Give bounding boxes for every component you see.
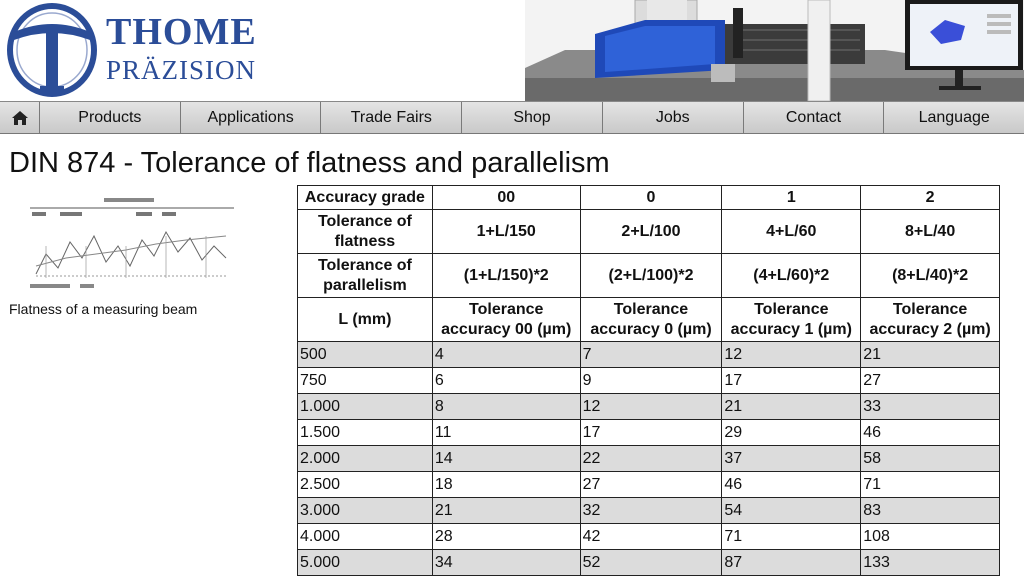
flatness-formula: 4+L/60 xyxy=(722,210,861,254)
length-cell: 2.000 xyxy=(298,446,433,472)
table-header-row xyxy=(298,186,1000,210)
tolerance-cell: 71 xyxy=(861,472,1000,498)
thome-logo[interactable] xyxy=(6,2,98,98)
tolerance-cell: 58 xyxy=(861,446,1000,472)
nav-item-jobs[interactable]: Jobs xyxy=(602,102,743,133)
parallelism-label: Tolerance of parallelism xyxy=(298,254,433,298)
tolerance-cell: 7 xyxy=(580,342,722,368)
header-cell: 00 xyxy=(432,186,580,210)
site-header xyxy=(0,0,1024,101)
table-row xyxy=(298,368,1000,394)
table-row xyxy=(298,498,1000,524)
length-cell: 750 xyxy=(298,368,433,394)
flatness-formula: 1+L/150 xyxy=(432,210,580,254)
tolerance-cell: 18 xyxy=(432,472,580,498)
length-cell: 5.000 xyxy=(298,550,433,576)
tolerance-cell: 28 xyxy=(432,524,580,550)
header-machine-photo xyxy=(525,0,1024,101)
units-header: Tolerance accuracy 2 (µm) xyxy=(861,298,1000,342)
parallelism-formula: (1+L/150)*2 xyxy=(432,254,580,298)
tolerance-cell: 22 xyxy=(580,446,722,472)
table-flatness-row xyxy=(298,210,1000,254)
tolerance-cell: 12 xyxy=(580,394,722,420)
flatness-plot-image[interactable] xyxy=(26,196,238,292)
table-parallelism-row xyxy=(298,254,1000,298)
nav-item-language[interactable]: Language xyxy=(883,102,1024,133)
tolerance-cell: 21 xyxy=(861,342,1000,368)
tolerance-table xyxy=(297,185,1000,576)
table-body xyxy=(298,342,1000,576)
table-row xyxy=(298,524,1000,550)
nav-item-trade-fairs[interactable]: Trade Fairs xyxy=(320,102,461,133)
figure-caption: Flatness of a measuring beam xyxy=(9,301,198,317)
flatness-formula: 2+L/100 xyxy=(580,210,722,254)
tolerance-cell: 8 xyxy=(432,394,580,420)
header-cell: 2 xyxy=(861,186,1000,210)
table-units-row xyxy=(298,298,1000,342)
nav-item-contact[interactable]: Contact xyxy=(743,102,884,133)
brand-subtitle: PRÄZISION xyxy=(106,55,257,85)
tolerance-cell: 46 xyxy=(861,420,1000,446)
header-cell: 0 xyxy=(580,186,722,210)
tolerance-cell: 11 xyxy=(432,420,580,446)
brand-name: THOME xyxy=(106,11,257,53)
home-icon xyxy=(11,110,29,126)
parallelism-formula: (8+L/40)*2 xyxy=(861,254,1000,298)
tolerance-cell: 27 xyxy=(861,368,1000,394)
tolerance-cell: 17 xyxy=(580,420,722,446)
tolerance-cell: 34 xyxy=(432,550,580,576)
tolerance-cell: 27 xyxy=(580,472,722,498)
tolerance-cell: 83 xyxy=(861,498,1000,524)
length-cell: 500 xyxy=(298,342,433,368)
flatness-label: Tolerance of flatness xyxy=(298,210,433,254)
table-row xyxy=(298,446,1000,472)
tolerance-cell: 87 xyxy=(722,550,861,576)
length-cell: 3.000 xyxy=(298,498,433,524)
header-cell: 1 xyxy=(722,186,861,210)
parallelism-formula: (2+L/100)*2 xyxy=(580,254,722,298)
tolerance-cell: 42 xyxy=(580,524,722,550)
tolerance-cell: 37 xyxy=(722,446,861,472)
units-label: L (mm) xyxy=(298,298,433,342)
table-row xyxy=(298,472,1000,498)
length-cell: 2.500 xyxy=(298,472,433,498)
units-header: Tolerance accuracy 00 (µm) xyxy=(432,298,580,342)
length-cell: 4.000 xyxy=(298,524,433,550)
tolerance-cell: 54 xyxy=(722,498,861,524)
page-title: DIN 874 - Tolerance of flatness and parallelism xyxy=(9,147,610,179)
tolerance-cell: 17 xyxy=(722,368,861,394)
table-row xyxy=(298,550,1000,576)
flatness-formula: 8+L/40 xyxy=(861,210,1000,254)
tolerance-cell: 133 xyxy=(861,550,1000,576)
length-cell: 1.500 xyxy=(298,420,433,446)
parallelism-formula: (4+L/60)*2 xyxy=(722,254,861,298)
units-header: Tolerance accuracy 1 (µm) xyxy=(722,298,861,342)
length-cell: 1.000 xyxy=(298,394,433,420)
tolerance-cell: 4 xyxy=(432,342,580,368)
table-row xyxy=(298,420,1000,446)
tolerance-cell: 46 xyxy=(722,472,861,498)
tolerance-cell: 52 xyxy=(580,550,722,576)
tolerance-cell: 108 xyxy=(861,524,1000,550)
tolerance-cell: 6 xyxy=(432,368,580,394)
units-header: Tolerance accuracy 0 (µm) xyxy=(580,298,722,342)
tolerance-cell: 21 xyxy=(432,498,580,524)
tolerance-cell: 9 xyxy=(580,368,722,394)
nav-item-products[interactable]: Products xyxy=(39,102,180,133)
table-row xyxy=(298,394,1000,420)
nav-item-shop[interactable]: Shop xyxy=(461,102,602,133)
tolerance-cell: 21 xyxy=(722,394,861,420)
nav-home-button[interactable] xyxy=(0,102,39,133)
main-navigation xyxy=(0,101,1024,134)
tolerance-cell: 32 xyxy=(580,498,722,524)
tolerance-cell: 29 xyxy=(722,420,861,446)
tolerance-cell: 14 xyxy=(432,446,580,472)
tolerance-cell: 33 xyxy=(861,394,1000,420)
table-row xyxy=(298,342,1000,368)
header-cell: Accuracy grade xyxy=(298,186,433,210)
tolerance-cell: 71 xyxy=(722,524,861,550)
nav-item-applications[interactable]: Applications xyxy=(180,102,321,133)
tolerance-cell: 12 xyxy=(722,342,861,368)
